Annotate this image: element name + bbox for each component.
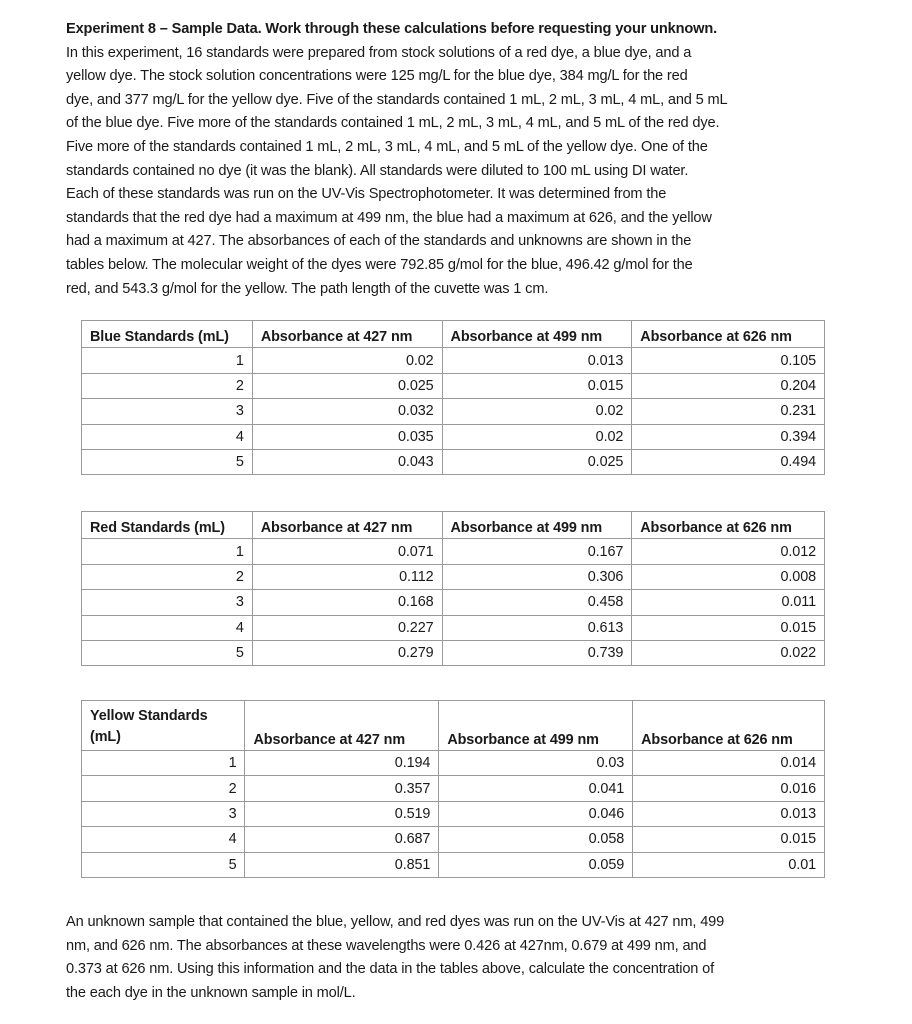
table-cell: 0.494	[632, 449, 825, 474]
table-cell: 0.851	[245, 852, 439, 877]
intro-line: of the blue dye. Five more of the standards contained 1 mL, 2 mL, 3 mL, 4 mL, and 5 mL of the red dye.	[66, 115, 720, 132]
table-cell: 0.011	[632, 590, 825, 615]
blue-standards-table	[81, 320, 825, 475]
yellow-standards-table	[81, 700, 825, 878]
table-cell: 0.012	[632, 539, 825, 564]
table-cell: 2	[82, 373, 253, 398]
table-row	[82, 348, 825, 373]
table-cell: 0.015	[442, 373, 632, 398]
table-row	[82, 539, 825, 564]
question-section	[66, 911, 856, 1005]
table-cell: 0.015	[633, 827, 825, 852]
table-cell: 3	[82, 399, 253, 424]
table-row	[82, 564, 825, 589]
table-cell: 0.357	[245, 776, 439, 801]
table-row	[82, 449, 825, 474]
table-cell: 0.02	[442, 424, 632, 449]
table-row	[82, 399, 825, 424]
table-cell: 3	[82, 801, 245, 826]
table-row	[82, 640, 825, 665]
table-cell: 0.105	[632, 348, 825, 373]
table-cell: 0.035	[252, 424, 442, 449]
table-cell: 2	[82, 564, 253, 589]
table-row	[82, 751, 825, 776]
table-row	[82, 590, 825, 615]
table-cell: 0.046	[439, 801, 633, 826]
intro-line: standards that the red dye had a maximum at 499 nm, the blue had a maximum at 626, and the yellow	[66, 209, 712, 226]
table-cell: 3	[82, 590, 253, 615]
table-cell: 0.519	[245, 801, 439, 826]
table-cell: 0.279	[252, 640, 442, 665]
table-cell: 0.168	[252, 590, 442, 615]
table-header-row	[82, 321, 825, 348]
table-cell: 0.02	[252, 348, 442, 373]
intro-line: dye, and 377 mg/L for the yellow dye. Five of the standards contained 1 mL, 2 mL, 3 mL, 4 mL, and 5 mL	[66, 91, 728, 108]
intro-line: had a maximum at 427. The absorbances of each of the standards and unknowns are shown in the	[66, 233, 692, 250]
column-header: Absorbance at 499 nm	[439, 701, 633, 751]
document-title: Experiment 8 – Sample Data. Work through these calculations before requesting your unknown.	[66, 21, 718, 37]
table-cell: 0.01	[633, 852, 825, 877]
table-cell: 1	[82, 348, 253, 373]
table-cell: 5	[82, 640, 253, 665]
table-cell: 0.022	[632, 640, 825, 665]
red-standards-table	[81, 511, 825, 666]
table-cell: 0.025	[442, 449, 632, 474]
column-header: Absorbance at 626 nm	[633, 701, 825, 751]
table-cell: 0.231	[632, 399, 825, 424]
column-header: Red Standards (mL)	[82, 512, 253, 539]
table-cell: 0.032	[252, 399, 442, 424]
table-row	[82, 776, 825, 801]
table-cell: 4	[82, 424, 253, 449]
table-cell: 0.227	[252, 615, 442, 640]
table-cell: 0.016	[633, 776, 825, 801]
table-cell: 0.112	[252, 564, 442, 589]
table-cell: 2	[82, 776, 245, 801]
table-cell: 0.025	[252, 373, 442, 398]
question-line: An unknown sample that contained the blue, yellow, and red dyes was run on the UV-Vis at 427 nm, 499	[66, 914, 725, 930]
column-header: Absorbance at 427 nm	[252, 512, 442, 539]
table-cell: 0.306	[442, 564, 632, 589]
table-header-row	[82, 701, 825, 751]
table-cell: 0.071	[252, 539, 442, 564]
intro-line: standards contained no dye (it was the blank). All standards were diluted to 100 mL using DI water.	[66, 162, 689, 179]
table-cell: 0.02	[442, 399, 632, 424]
column-header: Absorbance at 626 nm	[632, 512, 825, 539]
intro-line: Five more of the standards contained 1 mL, 2 mL, 3 mL, 4 mL, and 5 mL of the yellow dye. One of the	[66, 138, 708, 155]
question-line: 0.373 at 626 nm. Using this information and the data in the tables above, calculate the concentration of	[66, 961, 715, 978]
table-cell: 0.008	[632, 564, 825, 589]
table-header-row	[82, 512, 825, 539]
table-cell: 0.613	[442, 615, 632, 640]
table-row	[82, 852, 825, 877]
table-row	[82, 801, 825, 826]
table-cell: 0.043	[252, 449, 442, 474]
table-row	[82, 373, 825, 398]
table-cell: 0.687	[245, 827, 439, 852]
table-cell: 1	[82, 751, 245, 776]
table-row	[82, 827, 825, 852]
table-cell: 0.739	[442, 640, 632, 665]
column-header: Blue Standards (mL)	[82, 321, 253, 348]
column-header: Yellow Standards (mL)	[82, 701, 245, 751]
table-row	[82, 615, 825, 640]
column-header: Absorbance at 499 nm	[442, 512, 632, 539]
table-cell: 0.041	[439, 776, 633, 801]
column-header: Absorbance at 626 nm	[632, 321, 825, 348]
table-cell: 4	[82, 827, 245, 852]
table-cell: 0.013	[633, 801, 825, 826]
table-row	[82, 424, 825, 449]
question-line: the each dye in the unknown sample in mol/L.	[66, 984, 356, 1001]
table-cell: 0.458	[442, 590, 632, 615]
table-cell: 0.014	[633, 751, 825, 776]
table-cell: 0.204	[632, 373, 825, 398]
table-cell: 0.058	[439, 827, 633, 852]
column-header: Absorbance at 499 nm	[442, 321, 632, 348]
intro-line: red, and 543.3 g/mol for the yellow. The path length of the cuvette was 1 cm.	[66, 280, 549, 297]
table-cell: 0.013	[442, 348, 632, 373]
column-header: Absorbance at 427 nm	[252, 321, 442, 348]
table-cell: 4	[82, 615, 253, 640]
table-cell: 0.394	[632, 424, 825, 449]
table-cell: 0.167	[442, 539, 632, 564]
intro-section	[66, 18, 856, 301]
table-cell: 0.03	[439, 751, 633, 776]
intro-line: In this experiment, 16 standards were prepared from stock solutions of a red dye, a blue dye, and a	[66, 44, 692, 61]
table-cell: 5	[82, 449, 253, 474]
intro-line: yellow dye. The stock solution concentrations were 125 mg/L for the blue dye, 384 mg/L for the red	[66, 68, 688, 85]
table-cell: 0.059	[439, 852, 633, 877]
intro-line: tables below. The molecular weight of the dyes were 792.85 g/mol for the blue, 496.42 g/mol for the	[66, 256, 693, 273]
intro-line: Each of these standards was run on the UV-Vis Spectrophotometer. It was determined from the	[66, 186, 667, 203]
question-line: nm, and 626 nm. The absorbances at these wavelengths were 0.426 at 427nm, 0.679 at 499 nm, and	[66, 937, 707, 954]
table-cell: 5	[82, 852, 245, 877]
column-header: Absorbance at 427 nm	[245, 701, 439, 751]
table-cell: 0.194	[245, 751, 439, 776]
table-cell: 0.015	[632, 615, 825, 640]
table-cell: 1	[82, 539, 253, 564]
